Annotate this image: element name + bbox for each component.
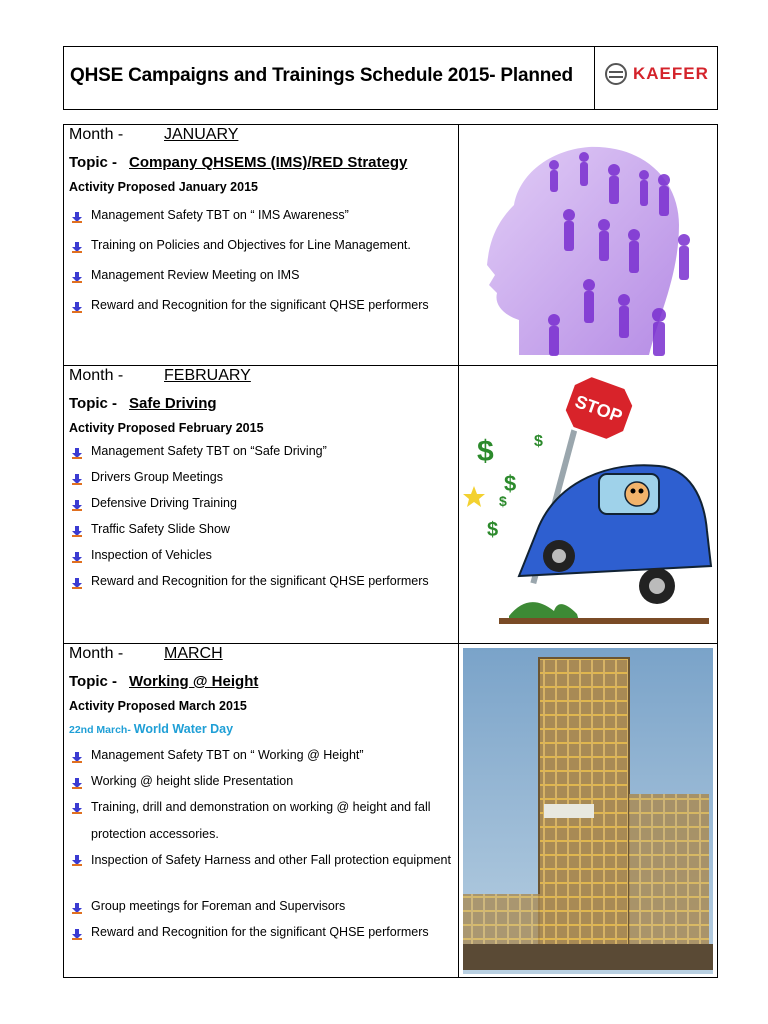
topic-name: Safe Driving	[129, 395, 217, 412]
svg-text:$: $	[534, 433, 543, 450]
car-crash-stop-sign-image	[459, 366, 718, 644]
list-item: Training on Policies and Objectives for Line Management.	[69, 238, 429, 268]
activity-heading: Activity Proposed March 2015	[69, 699, 247, 713]
kaefer-logo-icon	[605, 63, 627, 85]
month-row-march	[64, 643, 717, 978]
list-item: Defensive Driving Training	[69, 496, 429, 522]
document-header	[63, 46, 718, 110]
list-item: Management Safety TBT on “Safe Driving”	[69, 444, 429, 470]
arrow-bullet-icon	[71, 499, 83, 511]
svg-text:$: $	[477, 435, 494, 468]
head-silhouette-image	[459, 125, 718, 365]
logo-text: KAEFER	[633, 64, 709, 83]
list-item: Management Safety TBT on “ IMS Awareness”	[69, 208, 429, 238]
page-title: QHSE Campaigns and Trainings Schedule 2015- Planned	[70, 65, 573, 86]
month-details	[64, 125, 458, 365]
special-event-name: World Water Day	[133, 722, 234, 736]
month-name: FEBRUARY	[164, 367, 251, 384]
month-name: JANUARY	[164, 126, 239, 143]
arrow-bullet-icon	[71, 211, 83, 223]
list-item: Inspection of Vehicles	[69, 548, 429, 574]
special-event	[69, 722, 233, 736]
svg-text:$: $	[499, 493, 507, 509]
list-item: Reward and Recognition for the significant QHSE performers	[69, 298, 429, 328]
february-illustration	[458, 366, 718, 644]
arrow-bullet-icon	[71, 751, 83, 763]
arrow-bullet-icon	[71, 447, 83, 459]
topic-name: Company QHSEMS (IMS)/RED Strategy	[129, 154, 408, 171]
list-item: Management Safety TBT on “ Working @ Height”	[69, 748, 458, 774]
topic-name: Working @ Height	[129, 673, 259, 690]
list-item: Traffic Safety Slide Show	[69, 522, 429, 548]
arrow-bullet-icon	[71, 902, 83, 914]
month-row-january	[64, 125, 717, 365]
stop-sign-text: STOP	[572, 391, 625, 427]
topic-heading: Topic - Working @ Height	[69, 673, 259, 690]
activity-list	[69, 748, 458, 951]
month-name: MARCH	[164, 645, 223, 662]
month-heading: Month - MARCH	[69, 645, 223, 662]
scaffolding-tower-image	[459, 644, 718, 978]
list-item: Group meetings for Foreman and Supervisors	[69, 899, 458, 925]
arrow-bullet-icon	[71, 854, 83, 866]
month-details	[64, 644, 458, 978]
topic-heading: Topic - Safe Driving	[69, 395, 217, 412]
list-item: Inspection of Safety Harness and other Fall protection equipment	[69, 847, 458, 899]
month-row-february	[64, 365, 717, 644]
activity-list	[69, 208, 429, 328]
list-item: Reward and Recognition for the significant QHSE performers	[69, 925, 458, 951]
january-illustration	[458, 125, 718, 365]
schedule-table	[63, 124, 718, 978]
svg-text:$: $	[504, 471, 517, 496]
month-heading: Month - JANUARY	[69, 126, 239, 143]
month-heading: Month - FEBRUARY	[69, 367, 251, 384]
arrow-bullet-icon	[71, 928, 83, 940]
list-item: Reward and Recognition for the significant QHSE performers	[69, 574, 429, 600]
arrow-bullet-icon	[71, 525, 83, 537]
activity-heading: Activity Proposed February 2015	[69, 421, 264, 435]
arrow-bullet-icon	[71, 577, 83, 589]
special-event-date: 22nd March-	[69, 724, 134, 736]
march-illustration	[458, 644, 718, 978]
list-item: Drivers Group Meetings	[69, 470, 429, 496]
arrow-bullet-icon	[71, 777, 83, 789]
list-item: Training, drill and demonstration on working @ height and fall protection accessories.	[69, 794, 458, 847]
arrow-bullet-icon	[71, 301, 83, 313]
list-item: Management Review Meeting on IMS	[69, 268, 429, 298]
list-item: Working @ height slide Presentation	[69, 774, 458, 800]
topic-heading: Topic - Company QHSEMS (IMS)/RED Strategy	[69, 154, 408, 171]
arrow-bullet-icon	[71, 551, 83, 563]
arrow-bullet-icon	[71, 473, 83, 485]
logo-cell	[594, 47, 719, 109]
month-details	[64, 366, 458, 644]
arrow-bullet-icon	[71, 241, 83, 253]
activity-heading: Activity Proposed January 2015	[69, 180, 258, 194]
arrow-bullet-icon	[71, 802, 83, 814]
arrow-bullet-icon	[71, 271, 83, 283]
activity-list	[69, 444, 429, 600]
svg-text:$: $	[487, 519, 499, 541]
